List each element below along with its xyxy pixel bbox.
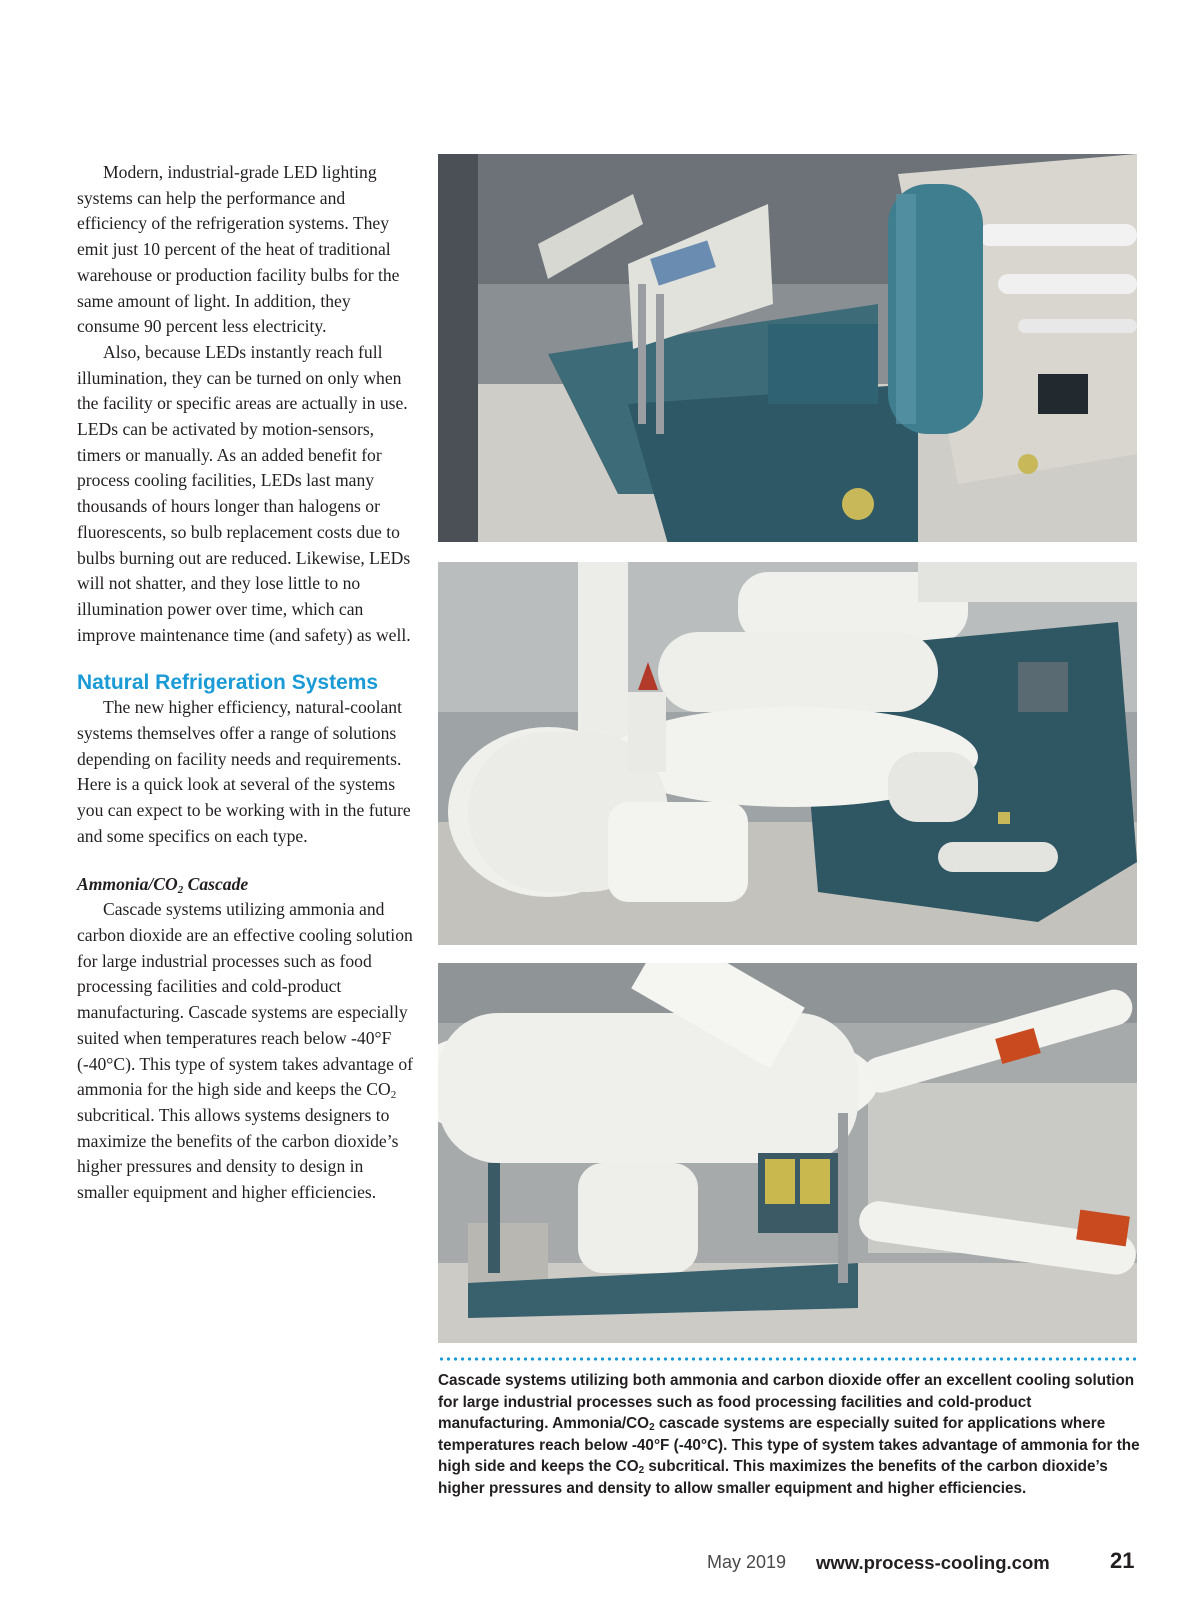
paragraph-led-heat: Modern, industrial-grade LED lighting systems can help the performance and efficiency of the refrigeration systems. They emit just 10 percent of the heat of traditional warehouse or production facility bulbs for the same amount of light. In addition, they consume 90 percent less electricity. bbox=[77, 162, 400, 337]
paragraph-cascade-subscript: 2 bbox=[390, 1089, 397, 1102]
footer-date: May 2019 bbox=[707, 1552, 787, 1572]
caption-subscript-a: 2 bbox=[649, 1422, 655, 1434]
section-heading: Natural Refrigeration Systems bbox=[77, 671, 379, 695]
photo-compressor-skids bbox=[438, 154, 1137, 542]
paragraph-led-illumination: Also, because LEDs instantly reach full illumination, they can be turned on only when the facility or specific areas are actually in use. LEDs can be activated by motion-sensors, timers or manually. As an added benefit for process cooling facilities, LEDs last many thousands of hours longer than halogens or fluorescents, so bulb replacement costs due to bulbs burning out are reduced. Likewise, LEDs will not shatter, and they lose little to no illumination power over time, which can improve maintenance time (and safety) as well. bbox=[77, 341, 411, 645]
paragraph-cascade-b: subcritical. This allows systems designers to maximize the benefits of the carbon dioxide’s higher pressures and density to design in smaller equipment and higher efficiencies. bbox=[77, 1104, 399, 1203]
subheading-text-b: Cascade bbox=[183, 873, 249, 894]
article-body-column bbox=[77, 160, 415, 1206]
page-number: 21 bbox=[1110, 1548, 1135, 1573]
photo-caption bbox=[438, 1370, 1143, 1500]
footer-website: www.process-cooling.com bbox=[816, 1552, 1050, 1573]
caption-subscript-b: 2 bbox=[638, 1465, 645, 1477]
paragraph-cascade-a: Cascade systems utilizing ammonia and carbon dioxide are an effective cooling solution for large industrial processes such as food processing facilities and cold-product manufacturing. Cascade systems are especially suited when temperatures reach below -40°F (-40°C). This type of system takes advantage of ammonia for the high side and keeps the CO bbox=[77, 899, 414, 1100]
paragraph-natural-systems: The new higher efficiency, natural-coolant systems themselves offer a range of solutions depending on facility needs and requirements. Here is a quick look at several of the systems you can expect to be working with in the future and some specifics on each type. bbox=[77, 697, 411, 846]
caption-divider bbox=[438, 1357, 1137, 1361]
caption-text-b: cascade systems are especially suited for applications where temperatures reach below -40°F (-40°C). This type of system takes advantage of ammonia for the high side and keeps the CO bbox=[438, 1415, 1140, 1476]
photo-horizontal-receiver bbox=[438, 963, 1137, 1343]
photo-insulated-vessels bbox=[438, 562, 1137, 945]
subheading-subscript: 2 bbox=[177, 883, 184, 896]
subheading-text-a: Ammonia/CO bbox=[77, 873, 178, 894]
paragraph-cascade bbox=[77, 897, 415, 1205]
caption-text-a: Cascade systems utilizing both ammonia and carbon dioxide offer an excellent cooling solution for large industrial processes such as food processing facilities and cold-product manufacturing. Ammonia/CO bbox=[438, 1372, 1135, 1433]
caption-text-c: subcritical. This maximizes the benefits of the carbon dioxide’s higher pressures and density to allow smaller equipment and higher efficiencies. bbox=[438, 1458, 1108, 1497]
subheading-ammonia-co2 bbox=[77, 872, 415, 898]
